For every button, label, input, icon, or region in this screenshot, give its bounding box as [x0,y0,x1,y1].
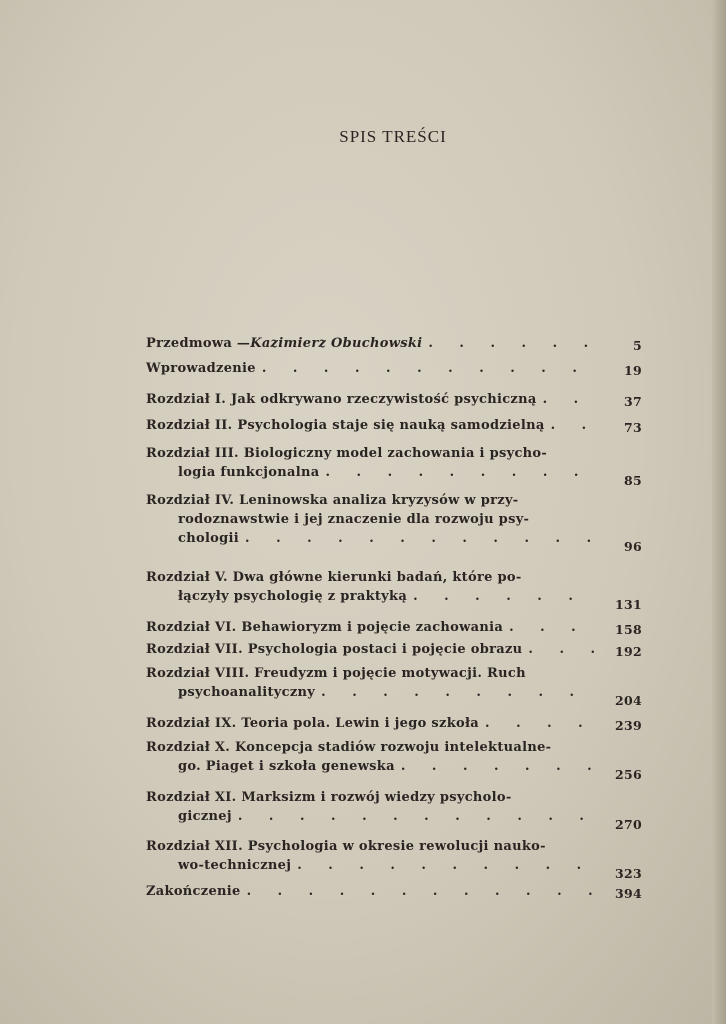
toc-entry [146,416,642,435]
entry-page-number: 37 [624,394,642,409]
entry-title-line [146,491,642,510]
entry-page-number: 19 [624,363,642,378]
dot-leader [537,390,596,409]
entry-title-text: Rozdział III. Biologiczny model zachowania i psycho- [146,446,548,461]
dot-leader [545,416,596,435]
entry-title-line [146,444,642,463]
dot-leader [395,757,596,776]
entry-page-number: 256 [615,767,642,782]
entry-title-line [146,359,596,378]
entry-page-number: 131 [615,597,642,612]
entry-title-line [146,463,596,482]
page-title: SPIS TREŚCI [339,127,447,146]
entry-title-text: Wprowadzenie [146,361,256,376]
dot-leader [479,714,596,733]
entry-title-text: łączyły psychologię z praktyką [178,589,408,604]
dot-leader [256,359,596,378]
entry-title-text: Rozdział XI. Marksizm i rozwój wiedzy psycholo- [146,790,512,805]
entry-title-text: Rozdział IX. Teoria pola. Lewin i jego szkoła [146,716,480,731]
entry-page-number: 394 [615,886,642,901]
toc-entry [146,882,642,901]
entry-title-text: Rozdział I. Jak odkrywano rzeczywistość psychiczną [146,392,537,407]
entry-title-line [146,416,596,435]
entry-title-line [146,640,596,659]
toc-entry [146,444,642,488]
dot-leader [239,529,596,548]
dot-leader [503,618,596,637]
dot-leader [522,640,596,659]
entry-author: Kazimierz Obuchowski [250,336,423,351]
entry-page-number: 5 [633,338,642,353]
entry-title-text: Rozdział VI. Behawioryzm i pojęcie zachowania [146,620,504,635]
entry-title-line [146,788,642,807]
entry-title-text: wo-technicznej [178,858,292,873]
entry-title-line [146,587,596,606]
dot-leader [319,463,596,482]
entry-page-number: 270 [615,817,642,832]
entry-page-number: 204 [615,693,642,708]
entry-page-number: 73 [624,420,642,435]
entry-title-text: Rozdział II. Psychologia staje się nauką samodzielną [146,418,545,433]
toc-entry [146,664,642,708]
entry-title-text: Przedmowa — [146,336,251,351]
toc-entry [146,359,642,378]
entry-title-text: Rozdział IV. Leninowska analiza kryzysów w przy- [146,493,519,508]
entry-title-text: Rozdział X. Koncepcja stadiów rozwoju intelektualne- [146,740,552,755]
toc-entry [146,714,642,733]
entry-title-line [146,807,596,826]
toc-entry [146,390,642,409]
entry-title-text: psychoanalityczny [178,685,316,700]
entry-title-line [146,618,596,637]
dot-leader [407,587,596,606]
toc-entry [146,491,642,554]
entry-title-line [146,664,642,683]
entry-title-line [146,334,596,353]
dot-leader [241,882,596,901]
toc-entry [146,640,642,659]
entry-title-line [146,568,642,587]
entry-title-text: chologii [178,531,240,546]
entry-page-number: 158 [615,622,642,637]
dot-leader [315,683,596,702]
dot-leader [291,856,596,875]
entry-page-number: 239 [615,718,642,733]
page-edge [712,0,726,1024]
entry-title-text: Zakończenie [146,884,241,899]
toc-entry [146,837,642,881]
toc-entry [146,738,642,782]
entry-title-line [146,837,642,856]
entry-title-text: Rozdział XII. Psychologia w okresie rewolucji nauko- [146,839,546,854]
toc-entry [146,568,642,612]
entry-title-line [146,529,596,548]
entry-title-text: go. Piaget i szkoła genewska [178,759,395,774]
entry-page-number: 192 [615,644,642,659]
dot-leader [232,807,596,826]
entry-title-text: Rozdział V. Dwa główne kierunki badań, które po- [146,570,522,585]
toc-entry [146,334,642,353]
entry-title-text: Rozdział VIII. Freudyzm i pojęcie motywacji. Ruch [146,666,526,681]
entry-title-text: rodoznawstwie i jej znaczenie dla rozwoju psy- [178,512,530,527]
toc-entry [146,618,642,637]
entry-title-line [146,714,596,733]
entry-title-line [146,856,596,875]
entry-title-line [146,683,596,702]
entry-title-line [146,757,596,776]
toc-entry [146,788,642,832]
entry-title-text: gicznej [178,809,232,824]
entry-title-text: Rozdział VII. Psychologia postaci i pojęcie obrazu [146,642,523,657]
entry-page-number: 85 [624,473,642,488]
entry-title-line [146,510,642,529]
entry-page-number: 96 [624,539,642,554]
entry-page-number: 323 [615,866,642,881]
entry-title-text: logia funkcjonalna [178,465,320,480]
dot-leader [422,334,596,353]
entry-title-line [146,738,642,757]
entry-title-line [146,882,596,901]
entry-title-line [146,390,596,409]
